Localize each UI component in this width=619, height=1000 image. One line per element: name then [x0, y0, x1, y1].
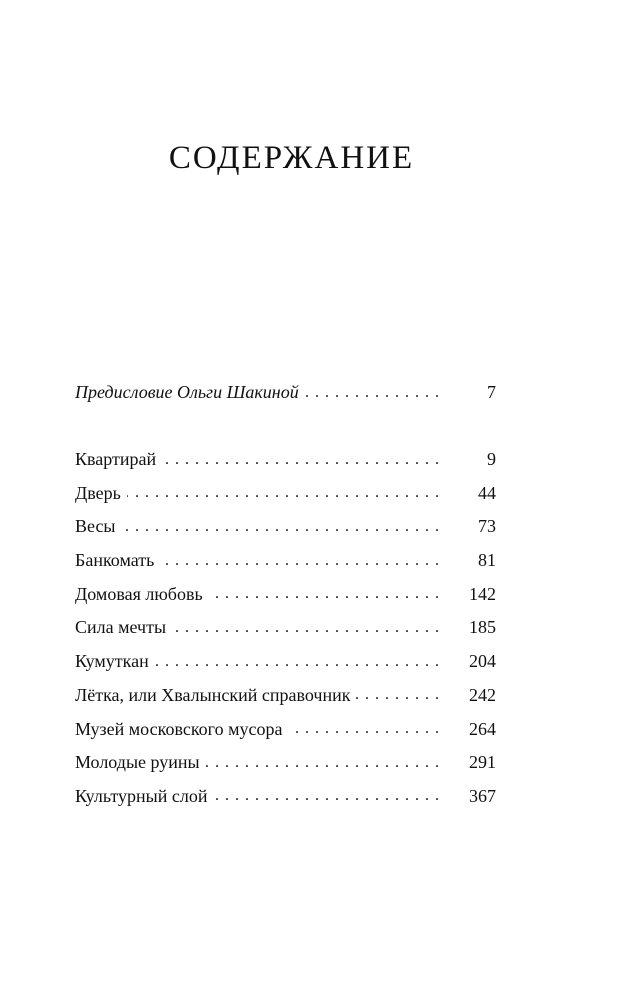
toc-entry-preface: [75, 376, 496, 410]
toc-entry-page: 367: [469, 785, 496, 806]
toc-entry-title: Кумуткан: [75, 651, 149, 672]
toc-entry: [75, 577, 496, 611]
toc-entry-title: Весы: [75, 516, 116, 537]
dot-leader: [288, 719, 440, 739]
toc-entry: [75, 443, 496, 477]
dot-leader: [160, 551, 440, 571]
toc-entry: [75, 679, 496, 713]
toc-entry-page: 291: [469, 752, 496, 773]
toc-entry-page: 9: [487, 449, 496, 470]
toc-entry-page: 264: [469, 718, 496, 739]
table-of-contents: [75, 376, 496, 813]
toc-entry: [75, 544, 496, 578]
dot-leader: [162, 450, 440, 470]
toc-entry-page: 185: [469, 617, 496, 638]
toc-entry-title: Сила мечты: [75, 617, 167, 638]
toc-entry-title: Домовая любовь: [75, 583, 203, 604]
toc-entry-page: 142: [469, 583, 496, 604]
toc-entry-title: Квартирай: [75, 449, 157, 470]
toc-entry: [75, 746, 496, 780]
dot-leader: [305, 383, 440, 403]
toc-entry-page: 7: [487, 382, 496, 403]
toc-entry: [75, 611, 496, 645]
dot-leader: [127, 483, 440, 503]
toc-entry-title: Лётка, или Хвалынский справочник: [75, 684, 351, 705]
dot-leader: [356, 685, 440, 705]
dot-leader: [206, 753, 440, 773]
toc-entry: [75, 510, 496, 544]
toc-entry-title: Дверь: [75, 482, 121, 503]
toc-entry-title: Банкомать: [75, 550, 155, 571]
dot-leader: [213, 786, 440, 806]
dot-leader: [209, 584, 440, 604]
toc-entry-title: Культурный слой: [75, 785, 208, 806]
toc-entry: [75, 780, 496, 814]
dot-leader: [122, 517, 440, 537]
section-gap: [75, 410, 496, 443]
toc-entry: [75, 645, 496, 679]
toc-entry-title: Музей московского мусора: [75, 718, 283, 739]
toc-entry-title: Предисловие Ольги Шакиной: [75, 382, 299, 403]
dot-leader: [155, 652, 440, 672]
dot-leader: [172, 618, 440, 638]
toc-entry: [75, 476, 496, 510]
page-title: СОДЕРЖАНИЕ: [168, 140, 415, 176]
toc-entry-page: 81: [478, 550, 496, 571]
toc-entry-page: 73: [478, 516, 496, 537]
toc-entry: [75, 712, 496, 746]
toc-entry-page: 44: [478, 482, 496, 503]
toc-entry-title: Молодые руины: [75, 752, 200, 773]
toc-entry-page: 242: [469, 684, 496, 705]
toc-entry-page: 204: [469, 651, 496, 672]
